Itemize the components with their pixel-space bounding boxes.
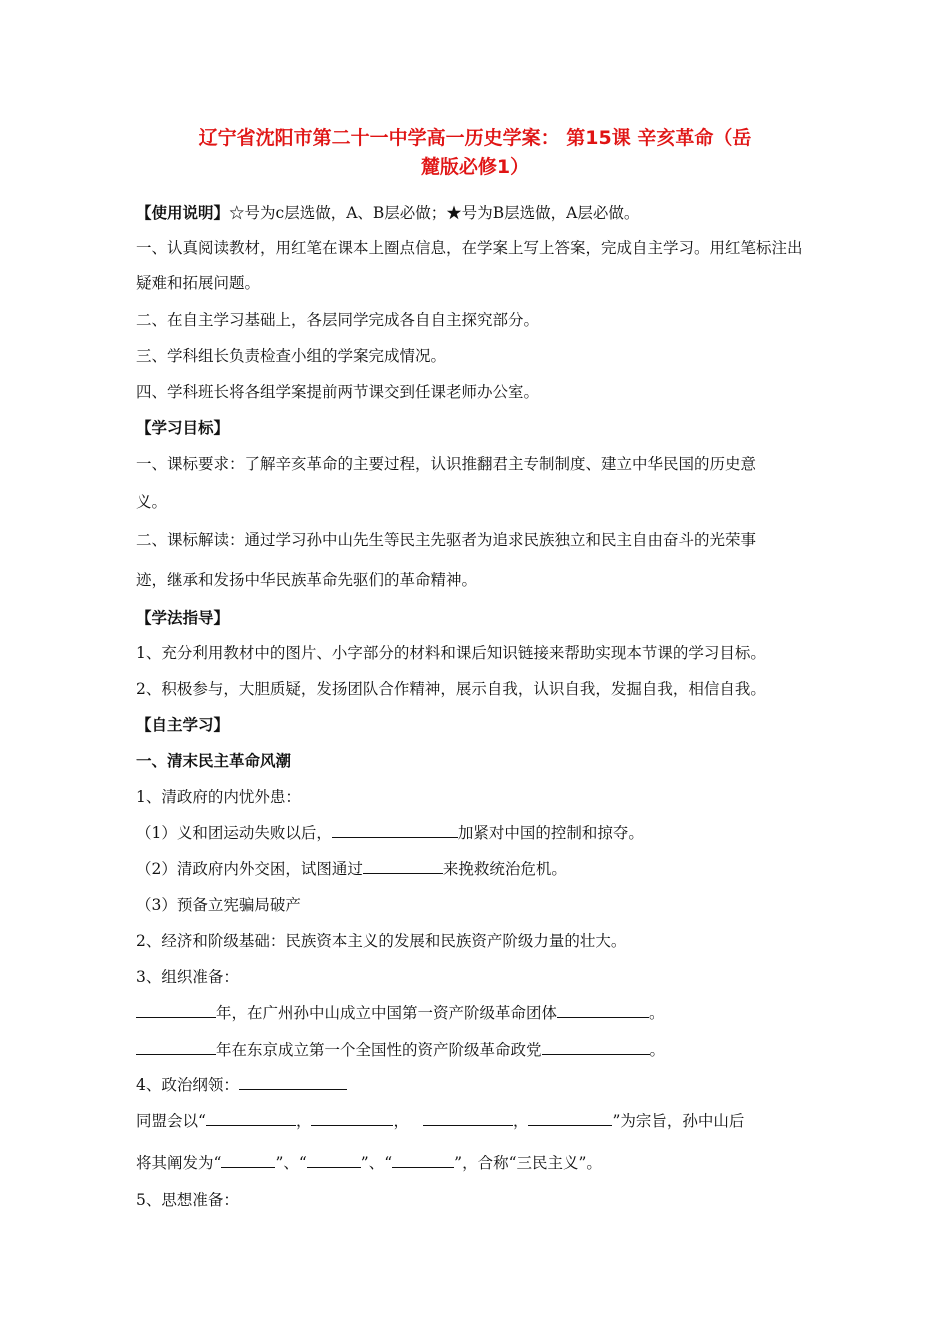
usage-heading: 【使用说明】: [136, 204, 230, 222]
answer-blank[interactable]: [332, 823, 458, 838]
question-4-a: [136, 1111, 744, 1131]
usage-intro-line: [136, 203, 639, 223]
goals-heading: 【学习目标】: [136, 419, 230, 437]
answer-blank[interactable]: [392, 1153, 454, 1168]
title-line-1: 辽宁省沈阳市第二十一中学高一历史学案： 第15课 辛亥革命（岳: [198, 127, 752, 149]
separator: ”、“: [360, 1154, 393, 1172]
answer-blank[interactable]: [363, 859, 443, 874]
method-item-1: 1、充分利用教材中的图片、小字部分的材料和课后知识链接来帮助实现本节课的学习目标。: [136, 644, 766, 662]
question-5: 5、思想准备：: [136, 1191, 239, 1209]
q3-1-end: 。: [649, 1004, 665, 1022]
usage-item-2: 二、在自主学习基础上，各层同学完成各自自主探究部分。: [136, 311, 540, 329]
goals-item-2b: 迹，继承和发扬中华民族革命先驱们的革命精神。: [136, 571, 478, 589]
answer-blank[interactable]: [307, 1153, 361, 1168]
q4a-prefix: 同盟会以“: [136, 1112, 206, 1130]
usage-item-4: 四、学科班长将各组学案提前两节课交到任课老师办公室。: [136, 383, 540, 401]
question-3-2: [136, 1040, 665, 1060]
question-3: 3、组织准备：: [136, 968, 239, 986]
answer-blank[interactable]: [557, 1003, 649, 1018]
answer-blank[interactable]: [528, 1111, 612, 1126]
question-2: 2、经济和阶级基础：民族资本主义的发展和民族资产阶级力量的壮大。: [136, 932, 627, 950]
method-heading: 【学法指导】: [136, 609, 230, 627]
section-1-heading: 一、清末民主革命风潮: [136, 752, 292, 770]
usage-item-1b: 疑难和拓展问题。: [136, 274, 261, 292]
q3-1-text: 年，在广州孙中山成立中国第一资产阶级革命团体: [216, 1004, 558, 1022]
page-title: [120, 124, 830, 182]
question-1-3: （3）预备立宪骗局破产: [136, 896, 301, 914]
q1-2-suffix: 来挽救统治危机。: [442, 860, 567, 878]
answer-blank[interactable]: [542, 1040, 650, 1055]
answer-blank[interactable]: [206, 1111, 296, 1126]
separator: ，: [295, 1112, 312, 1130]
q3-2-end: 。: [649, 1041, 666, 1059]
question-3-1: [136, 1003, 665, 1023]
title-line-2: 麓版必修1）: [420, 156, 530, 178]
q1-1-prefix: （1）义和团运动失败以后，: [136, 824, 332, 842]
goals-item-1a: 一、课标要求：了解辛亥革命的主要过程，认识推翻君主专制制度、建立中华民国的历史意: [136, 455, 757, 473]
usage-item-3: 三、学科组长负责检查小组的学案完成情况。: [136, 347, 447, 365]
answer-blank[interactable]: [136, 1003, 216, 1018]
usage-intro: ☆号为c层选做，A、B层必做；★号为B层选做，A层必做。: [229, 204, 640, 222]
answer-blank[interactable]: [221, 1153, 275, 1168]
separator: ”、“: [275, 1154, 307, 1172]
goals-item-2a: 二、课标解读：通过学习孙中山先生等民主先驱者为追求民族独立和民主自由奋斗的光荣事: [136, 531, 757, 549]
separator: ，: [512, 1112, 529, 1130]
answer-blank[interactable]: [311, 1111, 393, 1126]
question-4: [136, 1075, 347, 1095]
q4-label: 4、政治纲领：: [136, 1076, 239, 1094]
q4a-suffix: ”为宗旨，孙中山后: [612, 1112, 745, 1130]
q1-2-prefix: （2）清政府内外交困，试图通过: [136, 860, 363, 878]
method-item-2: 2、积极参与，大胆质疑，发扬团队合作精神，展示自我，认识自我，发掘自我，相信自我。: [136, 680, 766, 698]
self-study-heading: 【自主学习】: [136, 716, 230, 734]
question-1-2: [136, 859, 567, 879]
question-4-b: [136, 1153, 602, 1173]
separator: ，: [393, 1112, 409, 1130]
q4b-prefix: 将其阐发为“: [136, 1154, 222, 1172]
usage-item-1a: 一、认真阅读教材，用红笔在课本上圈点信息，在学案上写上答案，完成自主学习。用红笔标注出: [136, 239, 803, 257]
goals-item-1b: 义。: [136, 493, 168, 511]
answer-blank[interactable]: [136, 1040, 216, 1055]
answer-blank[interactable]: [423, 1111, 513, 1126]
q3-2-text: 年在东京成立第一个全国性的资产阶级革命政党: [216, 1041, 542, 1059]
question-1-1: [136, 823, 644, 843]
q1-1-suffix: 加紧对中国的控制和掠夺。: [457, 824, 644, 842]
question-1: 1、清政府的内忧外患：: [136, 788, 301, 806]
answer-blank[interactable]: [239, 1075, 347, 1090]
q4b-suffix: ”，合称“三民主义”。: [454, 1154, 602, 1172]
